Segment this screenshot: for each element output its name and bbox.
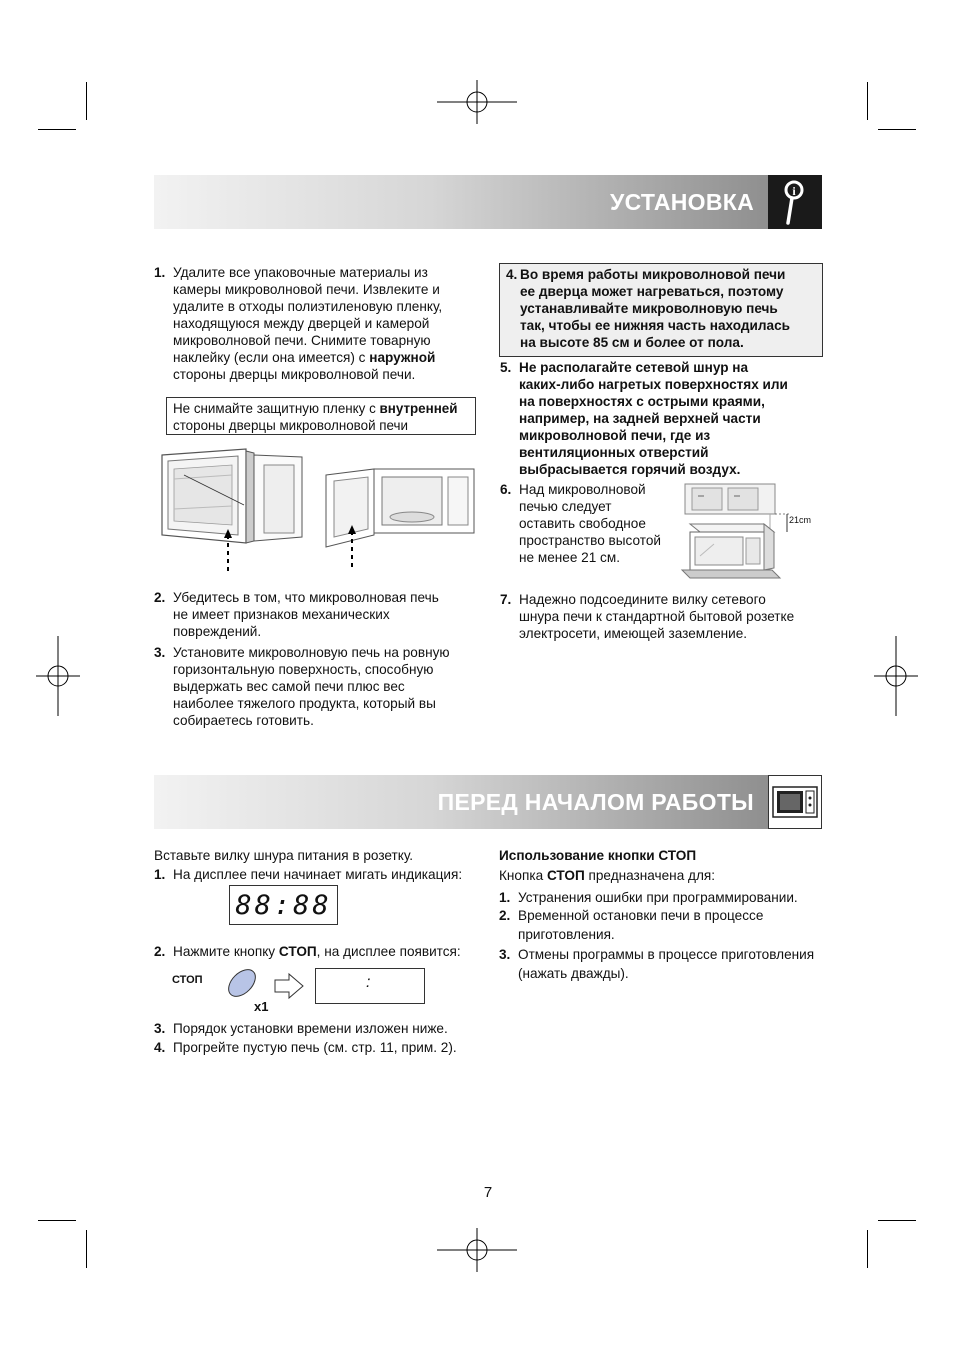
text-line: собираетесь готовить. (173, 713, 314, 728)
page-number: 7 (483, 1184, 493, 1201)
text-line: выбрасывается горячий воздух. (519, 462, 741, 477)
magnifier-icon (768, 175, 822, 229)
clearance-illustration (680, 482, 820, 582)
crop-mark (86, 82, 87, 120)
text-line: наиболее тяжелого продукта, который вы (173, 696, 436, 711)
text-line: повреждений. (173, 624, 262, 639)
text-line: Над микроволновой (519, 482, 646, 497)
text-line: удалите в отходы полиэтиленовую пленку, (173, 299, 443, 314)
text-line: электросети, имеющей заземление. (519, 626, 748, 641)
registration-mark-bottom (437, 1228, 517, 1272)
text-line: находящуюся между дверцей и камерой (173, 316, 430, 331)
stop-button-label: СТОП (172, 974, 203, 986)
text-line: горизонтальную поверхность, способную (173, 662, 434, 677)
text-line: Надежно подсоедините вилку сетевого (519, 592, 766, 607)
text-line: Во время работы микроволновой печи (520, 267, 786, 282)
text-line: стороны дверцы микроволновой печи. (173, 367, 416, 382)
stop-usage-intro: Кнопка СТОП предназначена для: (499, 868, 716, 883)
text-line: на поверхностях с острыми краями, (519, 394, 765, 409)
display-flashing: 88:88 (229, 885, 338, 925)
text-line: микроволновой печи. Снимите товарную (173, 333, 431, 348)
section-banner-before-use (154, 775, 768, 829)
protective-film-note: Не снимайте защитную пленку с внутренней стороны дверцы микроволновой печи (166, 397, 476, 435)
text-line: ее дверца может нагреваться, поэтому (520, 284, 784, 299)
crop-mark (867, 82, 868, 120)
text-line: Не располагайте сетевой шнур на (519, 360, 749, 375)
section-title: ПЕРЕД НАЧАЛОМ РАБОТЫ (437, 789, 754, 815)
microwave-icon (768, 775, 822, 829)
registration-mark-left (36, 636, 80, 716)
text-line: печью следует (519, 499, 612, 514)
registration-mark-right (874, 636, 918, 716)
microwave-door-illustration (154, 443, 484, 578)
text-line: наклейку (если она имеется) с наружной (173, 350, 436, 365)
stop-button[interactable] (224, 966, 260, 1000)
text-line: шнура печи к стандартной бытовой розетке (519, 609, 795, 624)
text-line: пространство высотой (519, 533, 661, 548)
crop-mark (86, 1230, 87, 1268)
text-line: Удалите все упаковочные материалы из (173, 265, 428, 280)
stop-usage-heading: Использование кнопки СТОП (499, 848, 697, 863)
svg-text:i: i (792, 184, 796, 198)
crop-mark (878, 1220, 916, 1221)
crop-mark (38, 1220, 76, 1221)
crop-mark (38, 129, 76, 130)
display-after-stop: : (315, 968, 425, 1004)
registration-mark-top (437, 80, 517, 124)
section-title: УСТАНОВКА (609, 189, 754, 215)
text-line: Установите микроволновую печь на ровную (173, 645, 450, 660)
text-line: Убедитесь в том, что микроволновая печь (173, 590, 439, 605)
text-line: так, чтобы ее нижняя часть находилась (520, 318, 791, 333)
arrow-right-icon (273, 972, 305, 1000)
text-line: каких-либо нагретых поверхностях или (519, 377, 788, 392)
text-line: не менее 21 см. (519, 550, 620, 565)
crop-mark (878, 129, 916, 130)
text-line: оставить свободное (519, 516, 646, 531)
text-line: микроволновой печи, где из (519, 428, 711, 443)
install-step-4-box: 4. Во время работы микроволновой печи ее дверца может нагреваться, поэтому устанавливайте микроволновую печь так, чтобы ее нижняя часть находилась на высоте 85 см и более от пола. (499, 263, 823, 357)
text-line: устанавливайте микроволновую печь (520, 301, 778, 316)
clearance-label: 21cm (789, 515, 812, 525)
plug-in-instruction: Вставьте вилку шнура питания в розетку. (154, 848, 414, 863)
text-line: не имеет признаков механических (173, 607, 390, 622)
crop-mark (867, 1230, 868, 1268)
press-count: x1 (254, 999, 269, 1014)
section-banner-installation (154, 175, 768, 229)
text-line: на высоте 85 см и более от пола. (520, 335, 744, 350)
text-line: выдержать вес самой печи плюс вес (173, 679, 405, 694)
text-line: камеры микроволновой печи. Извлеките и (173, 282, 440, 297)
text-line: вентиляционных отверстий (519, 445, 709, 460)
text-line: например, на задней верхней части (519, 411, 761, 426)
